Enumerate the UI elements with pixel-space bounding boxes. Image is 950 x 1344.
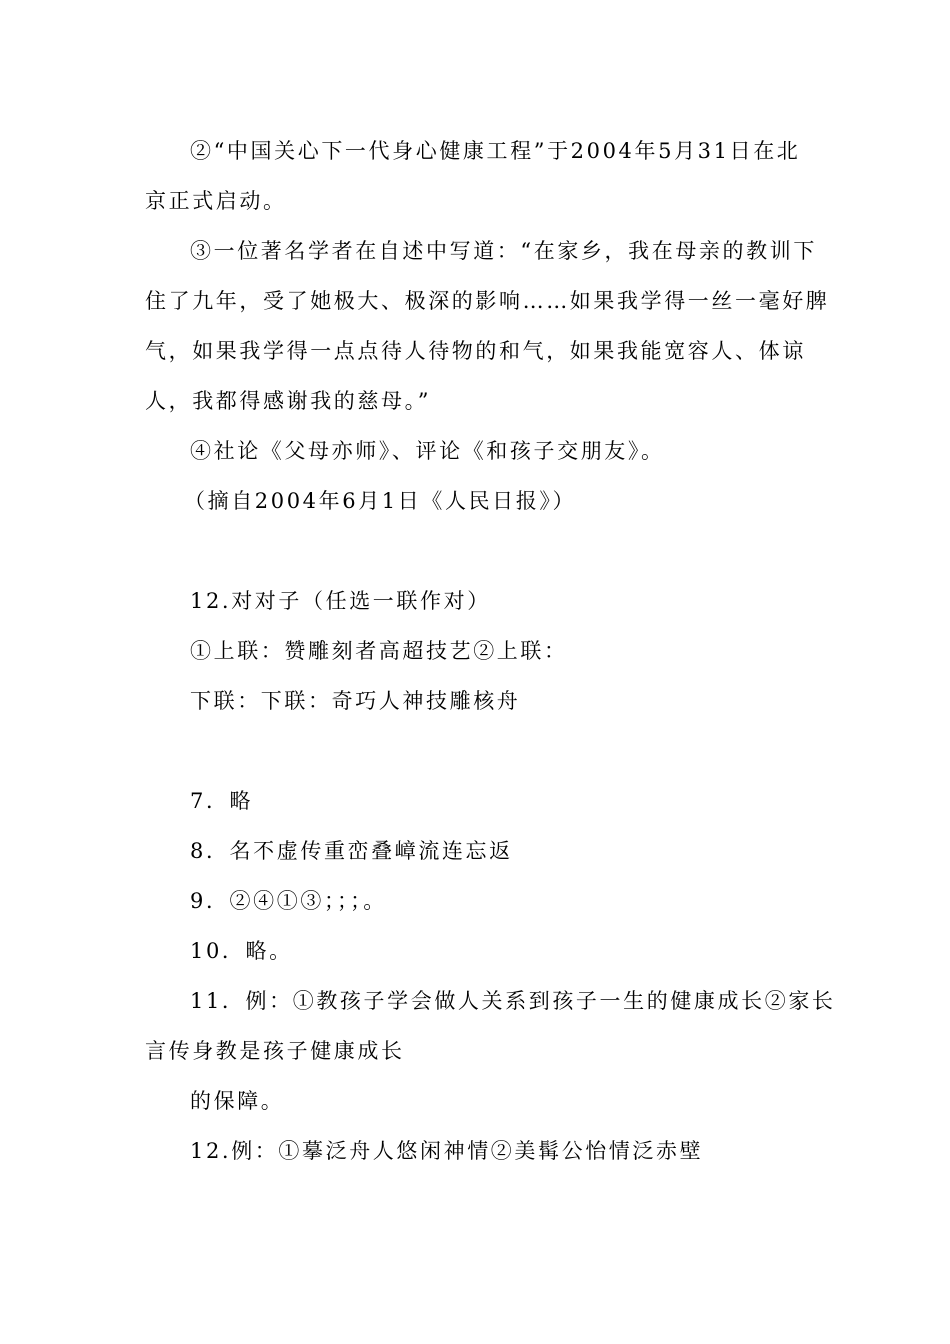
text-line-item3-cont1: 住了九年，受了她极大、极深的影响……如果我学得一丝一毫好脾 [145,289,830,313]
text-line-answer-7: 7．略 [190,789,254,813]
text-line-answer-12: 12.例：①摹泛舟人悠闲神情②美髯公怡情泛赤壁 [190,1139,704,1163]
text-line-item2-start: ②“中国关心下一代身心健康工程”于2004年5月31日在北 [190,139,801,163]
text-line-q12-heading: 12.对对子（任选一联作对） [190,589,491,613]
text-line-answer-9: 9．②④①③；；；。 [190,889,387,913]
text-line-answer-11-end: 的保障。 [190,1089,285,1113]
text-line-answer-11: 11．例：①教孩子学会做人关系到孩子一生的健康成长②家长 [190,989,836,1013]
text-line-source: （摘自2004年6月1日《人民日报》） [184,489,577,513]
text-line-q12-upper: ①上联：赞雕刻者高超技艺②上联： [190,639,568,663]
text-line-q12-lower: 下联：下联：奇巧人神技雕核舟 [190,689,521,713]
text-line-item4: ④社论《父母亦师》、评论《和孩子交朋友》。 [190,439,665,463]
text-line-answer-8: 8．名不虚传重峦叠嶂流连忘返 [190,839,513,863]
text-line-item3-cont2: 气，如果我学得一点点待人待物的和气，如果我能宽容人、体谅 [145,339,806,363]
text-line-answer-11-cont: 言传身教是孩子健康成长 [145,1039,405,1063]
text-line-item2-end: 京正式启动。 [145,189,287,213]
text-line-item3-end: 人，我都得感谢我的慈母。” [145,389,432,413]
text-line-answer-10: 10．略。 [190,939,293,963]
text-line-item3-start: ③一位著名学者在自述中写道：“在家乡，我在母亲的教训下 [190,239,817,263]
